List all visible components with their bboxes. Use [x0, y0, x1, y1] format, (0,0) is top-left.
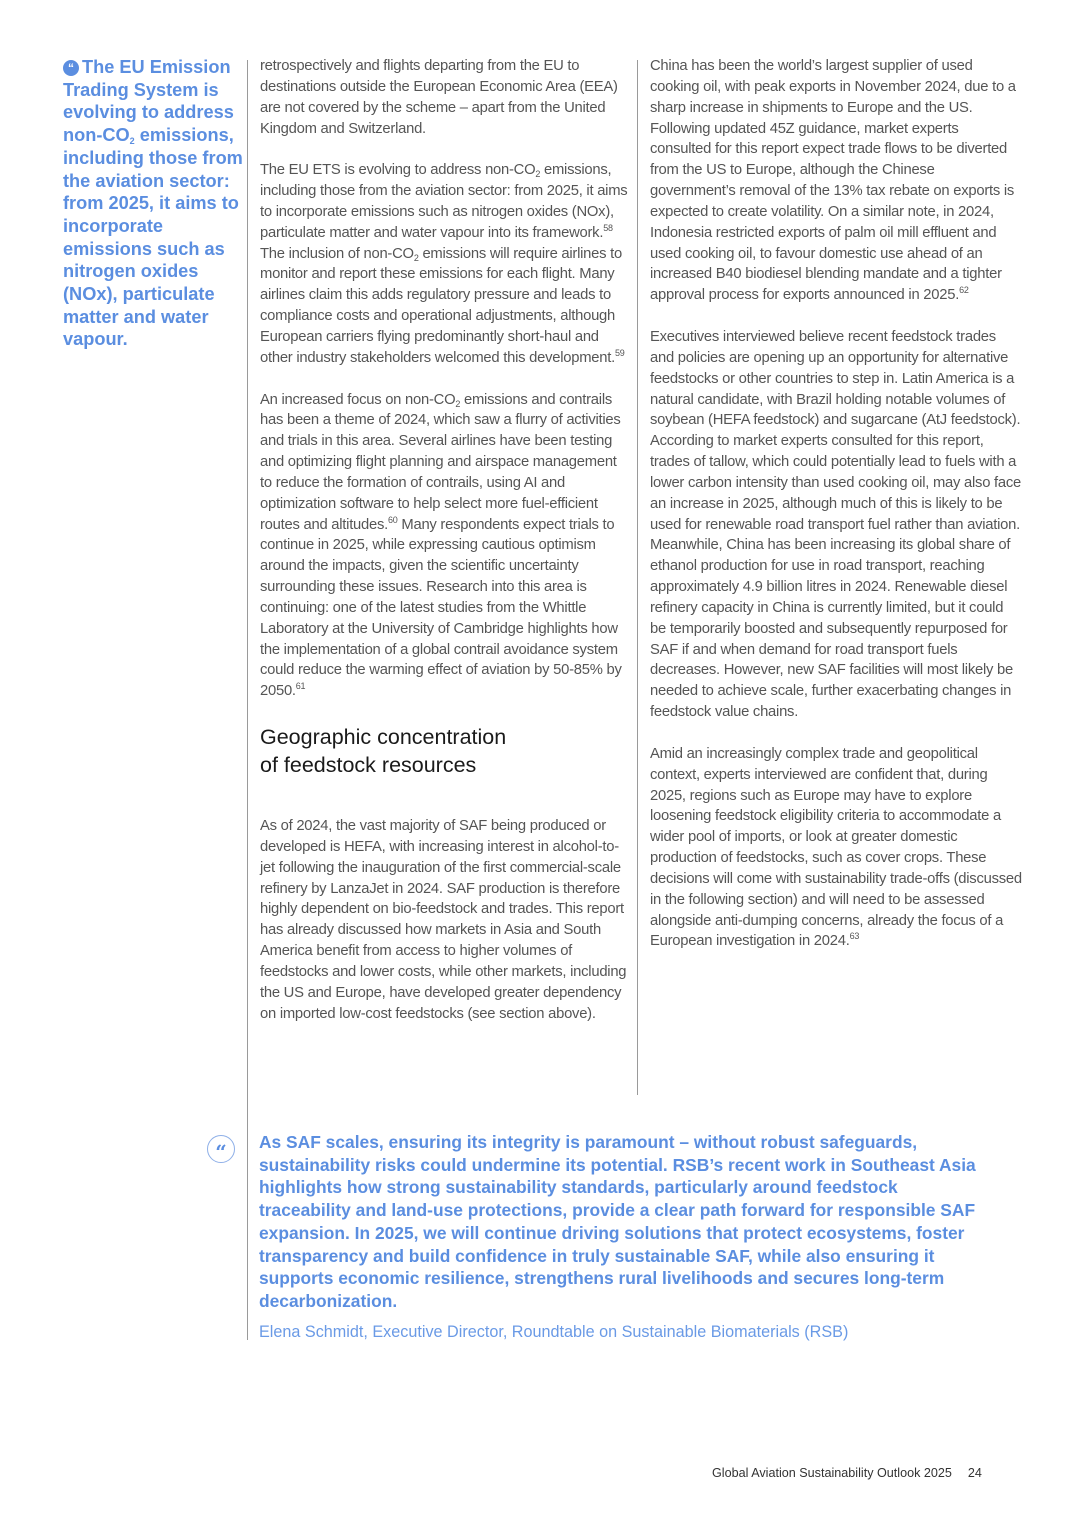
section-heading: Geographic concentration of feedstock resources [260, 725, 507, 777]
pullquote-text-b: emissions, including those from the aviation sector: from 2025, it aims to incorporate emissions such as nitrogen oxides (NOx), particulate matter and water vapour. [63, 125, 243, 350]
footnote-ref: 60 [388, 514, 398, 525]
paragraph: An increased focus on non-$CO_2$ emissions and contrails has been a theme of 2024, which saw a flurry of activities and trials in this area. Several airlines have been testing and optimizing flight planning and airspace management to reduce the formation of contrails, using AI and optimization software to help select more fuel-efficient routes and altitudes.$^{60}$ Many respondents expect trials to continue in 2025, while expressing cautious optimism around the impacts, given the scientific uncertainty surrounding these issues. Research into this area is continuing: one of the latest studies from the Whittle Laboratory at the University of Cambridge highlights how the implementation of a global contrail avoidance system could reduce the warming effect of aviation by 50-85% by 2050.61 [260, 391, 622, 700]
column-divider-middle [637, 60, 638, 1095]
paragraph: retrospectively and flights departing from the EU to destinations outside the European Economic Area (EEA) are not covered by the scheme – apart from the United Kingdom and Switzerland. [260, 58, 618, 137]
quote-bubble-icon: “ [63, 60, 79, 76]
footer-title: Global Aviation Sustainability Outlook 2025 [712, 1466, 952, 1480]
page-number: 24 [967, 1466, 982, 1480]
paragraph: The EU ETS is evolving to address non-$CO_2$ emissions, including those from the aviation sector: from 2025, it aims to incorporate emissions such as nitrogen oxides (NOx), particulate matter and water vapour into its framework.$^{58}$ The inclusion of non-$CO_2$ emissions will require airlines to monitor and report these emissions for each flight. Many airlines claim this adds regulatory pressure and leads to compliance costs and operational adjustments, although European carriers flying predominantly short-haul and other industry stakeholders welcomed this development.$^{59}$ [260, 162, 628, 366]
quote-mark-icon: “ [207, 1135, 235, 1163]
paragraph: China has been the world’s largest supplier of used cooking oil, with peak exports in November 2024, due to a sharp increase in shipments to Europe and the US. Following updated 45Z guidance, market experts consulted for this report expect trade flows to be diverted from the US to Europe, although the Chinese government’s removal of the 13% tax rebate on exports is expected to create volatility. On a similar note, in 2024, Indonesia restricted exports of palm oil mill effluent and used cooking oil, to favour domestic use ahead of an increased B40 biodiesel blending mandate and a tighter approval process for exports announced in 2025.62 [650, 58, 1016, 304]
quote-attribution: Elena Schmidt, Executive Director, Roundtable on Sustainable Biomaterials (RSB) [259, 1323, 849, 1341]
footnote-ref: 58 [603, 222, 613, 233]
footnote-ref: 59 [614, 347, 625, 358]
paragraph: Amid an increasingly complex trade and geopolitical context, experts interviewed are confident that, during 2025, regions such as Europe may have to explore loosening feedstock eligibility criteria to accommodate a wider pool of imports, or look at greater domestic production of feedstocks, such as cover crops. These decisions will come with sustainability trade-offs (discussed in the following section) and will need to be assessed alongside anti-dumping concerns, already the focus of a European investigation in 2024.63 [650, 745, 1022, 950]
sidebar-pullquote [63, 56, 243, 351]
paragraph: As of 2024, the vast majority of SAF being produced or developed is HEFA, with increasing interest in alcohol-to-jet following the inauguration of the first commercial-scale refinery by LanzaJet in 2024. SAF production is therefore highly dependent on bio-feedstock and trades. This report has already discussed how markets in Asia and South America benefit from access to higher volumes of feedstocks and lower costs, while other markets, including the US and Europe, have developed greater dependency on imported low-cost feedstocks (see section above). [260, 818, 627, 1022]
body-column-2 [650, 56, 1022, 973]
subscript: 2 [129, 136, 135, 147]
page-footer [712, 1465, 982, 1481]
body-column-1 [260, 56, 632, 1045]
testimonial-quote: As SAF scales, ensuring its integrity is paramount – without robust safeguards, sustainability risks could undermine its potential. RSB’s recent work in Southeast Asia highlights how strong sustainability standards, particularly around feedstock traceability and land-use protections, provide a clear path forward for responsible SAF expansion. In 2025, we will continue driving solutions that protect ecosystems, foster transparency and build confidence in truly sustainable SAF, while also ensuring it supports economic resilience, strengthens rural livelihoods and secures long-term decarbonization. [259, 1132, 976, 1311]
footnote-ref: 63 [849, 931, 860, 942]
pullquote-text-a: The EU Emission Trading System is evolving to address non-CO [63, 57, 234, 146]
column-divider-left [247, 60, 248, 1340]
footnote-ref: 61 [295, 681, 306, 692]
paragraph: Executives interviewed believe recent feedstock trades and policies are opening up an opportunity for alternative feedstocks or other countries to step in. Latin America is a natural candidate, with Brazil holding notable volumes of soybean (HEFA feedstock) and sugarcane (AtJ feedstock). According to market experts consulted for this report, trades of tallow, which could potentially lead to fuels with a lower carbon intensity than used cooking oil, may also face an increase in 2025, although much of this is likely to be used for renewable road transport fuel rather than aviation. Meanwhile, China has been increasing its global share of ethanol production for use in road transport, reaching approximately 4.9 billion litres in 2024. Renewable diesel refinery capacity in China is currently limited, but it could be temporarily boosted and subsequently repurposed for SAF if and when demand for road transport fuels decreases. However, new SAF facilities will most likely be needed to achieve scale, further exacerbating changes in feedstock value chains. [650, 328, 1022, 721]
footnote-ref: 62 [959, 285, 969, 296]
